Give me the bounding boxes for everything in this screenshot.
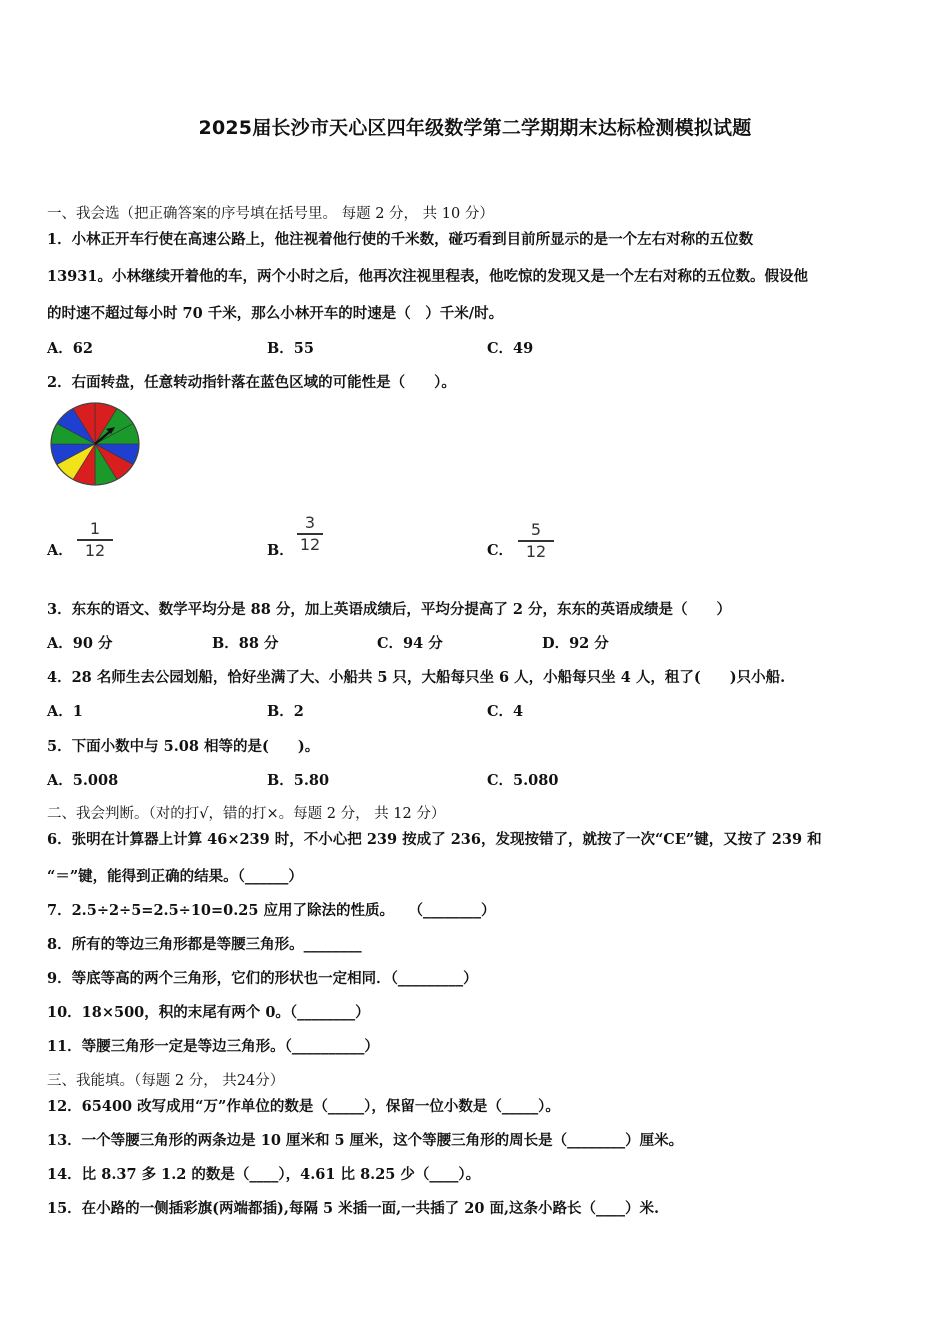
section-heading-3: 三、我能填。（每题 2 分， 共24分）: [47, 1073, 285, 1089]
question-3-option-c: C．94 分: [377, 635, 443, 652]
question-10: 10．18×500，积的末尾有两个 0。（________）: [47, 1004, 370, 1021]
question-6-line-1: 6．张明在计算器上计算 46×239 时，不小心把 239 按成了 236，发现按错了，就按了一次“CE”键，又按了 239 和: [47, 831, 822, 848]
section-heading-1: 一、我会选（把正确答案的序号填在括号里。 每题 2 分， 共 10 分）: [47, 206, 494, 222]
question-5-line-1: 5．下面小数中与 5.08 相等的是( )。: [47, 738, 320, 755]
question-2-option-a-label: A．: [47, 542, 73, 559]
question-3-line-1: 3．东东的语文、数学平均分是 88 分，加上英语成绩后，平均分提高了 2 分，东东的英语成绩是（ ）: [47, 601, 732, 618]
question-2-option-c-label: C．: [487, 542, 514, 559]
question-15: 15．在小路的一侧插彩旗(两端都插),每隔 5 米插一面,一共插了 20 面,这条小路长（____）米.: [47, 1200, 660, 1217]
question-5-option-a: A．5.008: [47, 772, 119, 789]
question-3-option-a: A．90 分: [47, 635, 113, 652]
question-6-line-2: “＝”键，能得到正确的结果。（______）: [47, 868, 303, 885]
question-2-option-a-fraction: [77, 521, 113, 559]
question-1-line-3: 的时速不超过每小时 70 千米，那么小林开车的时速是（ ）千米/时。: [47, 305, 504, 322]
fraction-numerator: 5: [530, 520, 542, 539]
question-9: 9．等底等高的两个三角形，它们的形状也一定相同．（_________）: [47, 970, 478, 987]
question-5-option-c: C．5.080: [487, 772, 559, 789]
question-1-option-c: C．49: [487, 340, 534, 357]
question-2-option-b-fraction: [297, 515, 323, 553]
question-4-option-a: A．1: [47, 703, 83, 720]
question-7: 7．2.5÷2÷5=2.5÷10=0.25 应用了除法的性质。 （________）: [47, 902, 496, 919]
question-13: 13．一个等腰三角形的两条边是 10 厘米和 5 厘米，这个等腰三角形的周长是（________）厘米。: [47, 1132, 684, 1149]
question-1-line-1: 1．小林正开车行使在高速公路上，他注视着他行使的千米数，碰巧看到目前所显示的是一个左右对称的五位数: [47, 231, 754, 248]
question-4-option-c: C．4: [487, 703, 524, 720]
question-2-option-b-label: B．: [267, 542, 294, 559]
question-11: 11．等腰三角形一定是等边三角形。（__________）: [47, 1038, 379, 1055]
question-1-option-a: A．62: [47, 340, 93, 357]
question-8: 8．所有的等边三角形都是等腰三角形。________: [47, 936, 362, 953]
question-2-option-c-fraction: [518, 522, 554, 560]
page-title: 2025届长沙市天心区四年级数学第二学期期末达标检测模拟试题: [198, 117, 752, 139]
question-5-option-b: B．5.80: [267, 772, 330, 789]
question-4-option-b: B．2: [267, 703, 304, 720]
question-4-line-1: 4．28 名师生去公园划船，恰好坐满了大、小船共 5 只，大船每只坐 6 人，小船每只坐 4 人，租了( )只小船.: [47, 669, 786, 686]
question-2-line-1: 2．右面转盘，任意转动指针落在蓝色区域的可能性是（ ）。: [47, 374, 456, 391]
spinner-wheel-image: [49, 401, 141, 487]
fraction-numerator: 1: [89, 519, 101, 538]
fraction-numerator: 3: [304, 513, 316, 532]
question-3-option-b: B．88 分: [212, 635, 279, 652]
section-heading-2: 二、我会判断。（对的打√，错的打×。每题 2 分， 共 12 分）: [47, 806, 446, 822]
question-14: 14．比 8.37 多 1.2 的数是（____），4.61 比 8.25 少（____）。: [47, 1166, 481, 1183]
question-3-option-d: D．92 分: [542, 635, 609, 652]
question-1-line-2: 13931。小林继续开着他的车，两个小时之后，他再次注视里程表，他吃惊的发现又是一个左右对称的五位数。假设他: [47, 268, 808, 285]
question-12: 12．65400 改写成用“万”作单位的数是（_____），保留一位小数是（_____）。: [47, 1098, 560, 1115]
fraction-denominator: 12: [84, 540, 106, 560]
fraction-denominator: 12: [299, 534, 321, 554]
fraction-denominator: 12: [525, 541, 547, 561]
question-1-option-b: B．55: [267, 340, 314, 357]
